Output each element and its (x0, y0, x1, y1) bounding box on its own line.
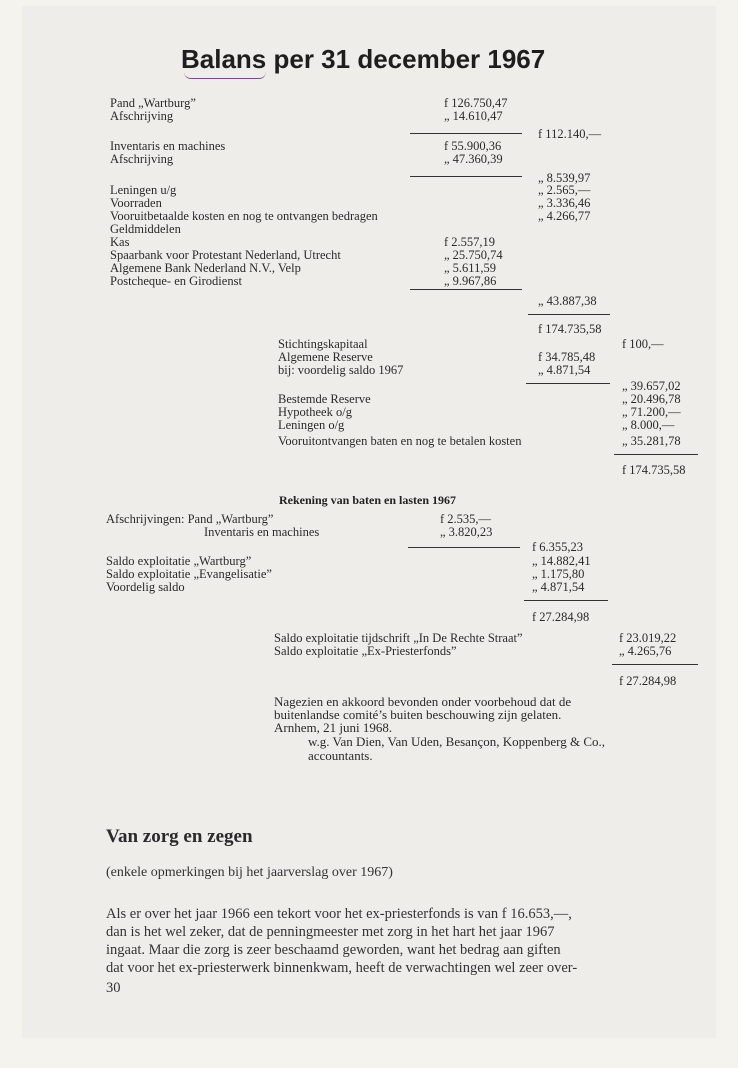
afschrijvingen-label: Afschrijvingen: Pand „Wartburg” (106, 512, 274, 526)
vooruitontvangen-value: „ 35.281,78 (622, 434, 681, 448)
pand-value: f 126.750,47 (444, 96, 508, 110)
spaarbank-value: „ 25.750,74 (444, 248, 503, 262)
kas-label: Kas (110, 235, 130, 249)
section-heading: Rekening van baten en lasten 1967 (279, 493, 457, 507)
accountant-note-date: Arnhem, 21 juni 1968. (274, 720, 393, 735)
saldo-tijdschrift-label: Saldo exploitatie tijdschrift „In De Rechte Straat” (274, 631, 523, 645)
algemene-bank-label: Algemene Bank Nederland N.V., Velp (110, 261, 301, 275)
saldo-wartburg-label: Saldo exploitatie „Wartburg” (106, 554, 252, 568)
rule (524, 600, 608, 601)
leningen-ug-value: „ 2.565,— (538, 183, 591, 197)
page-number: 30 (106, 980, 121, 996)
leningen-og-value: „ 8.000,— (622, 418, 675, 432)
inventaris-value: f 55.900,36 (444, 139, 502, 153)
leningen-og-label: Leningen o/g (278, 418, 345, 432)
afschrijving-value: „ 47.360,39 (444, 152, 503, 166)
voordelig-saldo-label: Voordelig saldo (106, 580, 185, 594)
voordelig-saldo-label: bij: voordelig saldo 1967 (278, 363, 404, 377)
pand-label: Pand „Wartburg” (110, 96, 196, 110)
baten-total: f 27.284,98 (619, 674, 677, 688)
accountant-title: accountants. (308, 748, 373, 763)
afschrijving-label: Afschrijving (110, 109, 174, 123)
rule (410, 289, 522, 290)
article-paragraph-line: ingaat. Maar die zorg is zeer beschaamd geworden, want het bedrag aan giften (106, 942, 561, 958)
vooruitbetaald-value: „ 4.266,77 (538, 209, 591, 223)
afschrijvingen-pand-value: f 2.535,— (440, 512, 492, 526)
rule (528, 314, 610, 315)
bestemde-reserve-value: „ 20.496,78 (622, 392, 681, 406)
voordelig-saldo-value: „ 4.871,54 (532, 580, 585, 594)
reserve-total: „ 39.657,02 (622, 379, 681, 393)
saldo-wartburg-value: „ 14.882,41 (532, 554, 591, 568)
page-title: Balans per 31 december 1967 (181, 44, 546, 74)
accountant-note-line: Nagezien en akkoord bevonden onder voorbehoud dat de (274, 694, 572, 709)
accountant-signature: w.g. Van Dien, Van Uden, Besançon, Koppenberg & Co., (308, 734, 606, 749)
afschrijving-value: „ 14.610,47 (444, 109, 503, 123)
rule (612, 664, 698, 665)
handwritten-underline (184, 72, 266, 79)
rule (526, 383, 610, 384)
article-subtitle: (enkele opmerkingen bij het jaarverslag over 1967) (106, 865, 393, 880)
postcheque-value: „ 9.967,86 (444, 274, 497, 288)
pand-net-value: f 112.140,— (538, 127, 602, 141)
saldo-tijdschrift-value: f 23.019,22 (619, 631, 677, 645)
spaarbank-label: Spaarbank voor Protestant Nederland, Utrecht (110, 248, 341, 262)
stichtingskapitaal-label: Stichtingskapitaal (278, 337, 368, 351)
voorraden-label: Voorraden (110, 196, 162, 210)
saldo-priesterfonds-value: „ 4.265,76 (619, 644, 672, 658)
vooruitontvangen-label: Vooruitontvangen baten en nog te betalen kosten (278, 434, 522, 448)
lasten-total: f 27.284,98 (532, 610, 590, 624)
geldmiddelen-label: Geldmiddelen (110, 222, 181, 236)
algemene-reserve-value: f 34.785,48 (538, 350, 596, 364)
kas-value: f 2.557,19 (444, 235, 496, 249)
inventaris-net-value: „ 8.539,97 (538, 171, 591, 185)
rule (614, 454, 698, 455)
afschrijving-label: Afschrijving (110, 152, 174, 166)
passiva-total: f 174.735,58 (622, 463, 686, 477)
postcheque-label: Postcheque- en Girodienst (110, 274, 242, 288)
rule (410, 176, 522, 177)
hypotheek-value: „ 71.200,— (622, 405, 681, 419)
activa-total: f 174.735,58 (538, 322, 602, 336)
geldmiddelen-total: „ 43.887,38 (538, 294, 597, 308)
vooruitbetaald-label: Vooruitbetaalde kosten en nog te ontvangen bedragen (110, 209, 378, 223)
inventaris-value: „ 3.820,23 (440, 525, 493, 539)
stichtingskapitaal-value: f 100,— (622, 337, 664, 351)
hypotheek-label: Hypotheek o/g (278, 405, 352, 419)
rule (408, 547, 520, 548)
inventaris-label: Inventaris en machines (110, 139, 226, 153)
article-paragraph-line: dan is het wel zeker, dat de penningmeester met zorg in het hart het jaar 1967 (106, 924, 555, 940)
voorraden-value: „ 3.336,46 (538, 196, 591, 210)
algemene-bank-value: „ 5.611,59 (444, 261, 496, 275)
afschrijvingen-total: f 6.355,23 (532, 540, 584, 554)
article-heading: Van zorg en zegen (106, 826, 253, 847)
article-paragraph-line: dat voor het ex-priesterwerk binnenkwam, heeft de verwachtingen wel zeer over- (106, 960, 578, 976)
inventaris-label: Inventaris en machines (204, 525, 320, 539)
article-paragraph-line: Als er over het jaar 1966 een tekort voor het ex-priesterfonds is van f 16.653,—, (106, 906, 572, 922)
leningen-ug-label: Leningen u/g (110, 183, 177, 197)
saldo-evangelisatie-value: „ 1.175,80 (532, 567, 585, 581)
accountant-note-line: buitenlandse comité’s buiten beschouwing zijn gelaten. (274, 707, 562, 722)
saldo-priesterfonds-label: Saldo exploitatie „Ex-Priesterfonds” (274, 644, 457, 658)
voordelig-saldo-value: „ 4.871,54 (538, 363, 591, 377)
bestemde-reserve-label: Bestemde Reserve (278, 392, 371, 406)
rule (410, 133, 522, 134)
saldo-evangelisatie-label: Saldo exploitatie „Evangelisatie” (106, 567, 272, 581)
algemene-reserve-label: Algemene Reserve (278, 350, 373, 364)
